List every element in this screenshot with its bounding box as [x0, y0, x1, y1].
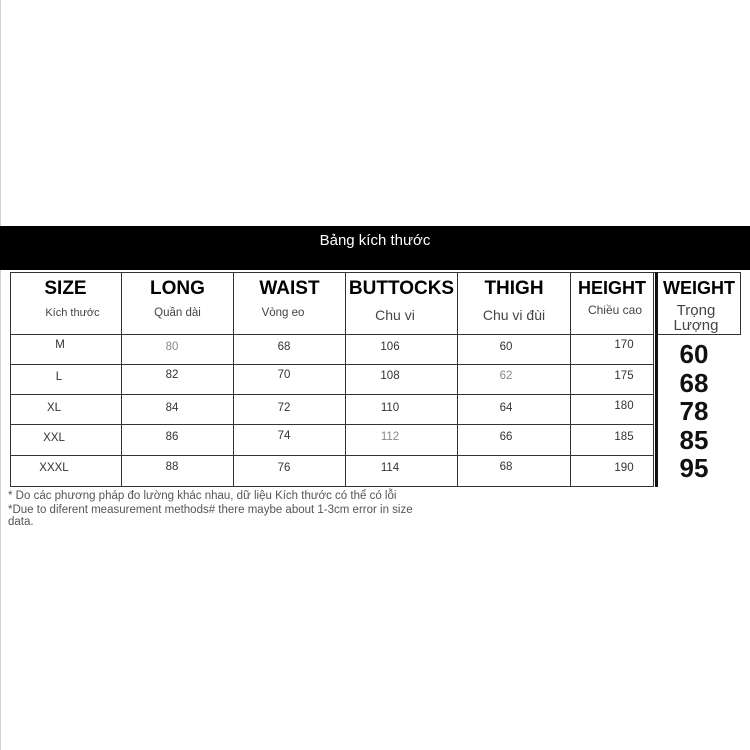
- subheader-waist: Vòng eo: [261, 307, 305, 319]
- row-separator: [10, 424, 654, 425]
- table-cell: 80: [165, 341, 179, 353]
- weight-value: 78: [679, 396, 709, 426]
- table-cell: 110: [380, 402, 400, 414]
- table-cell: 88: [165, 461, 179, 473]
- table-cell: 190: [614, 462, 634, 474]
- note-english: *Due to diferent measurement methods# there maybe about 1-3cm error in size: [8, 504, 413, 516]
- subheader-size: Kích thước: [45, 307, 100, 319]
- table-cell: 70: [277, 369, 291, 381]
- weight-value: 60: [679, 339, 709, 369]
- header-height: HEIGHT: [577, 278, 646, 298]
- table-cell: L: [55, 371, 63, 383]
- header-separator: [10, 334, 654, 335]
- weight-value: 68: [679, 368, 709, 398]
- table-cell: 170: [614, 339, 634, 351]
- table-cell: 60: [499, 341, 513, 353]
- table-cell: 62: [499, 370, 513, 382]
- table-cell: 185: [614, 431, 634, 443]
- table-cell: 68: [277, 341, 291, 353]
- table-cell: 64: [499, 402, 513, 414]
- row-separator: [10, 394, 654, 395]
- table-cell: 114: [380, 462, 400, 474]
- table-cell: 112: [380, 431, 400, 443]
- table-cell: 175: [614, 370, 634, 382]
- table-cell: XXL: [43, 432, 65, 444]
- weight-header-separator: [657, 334, 741, 335]
- table-cell: 68: [499, 461, 513, 473]
- table-border-bottom: [10, 486, 654, 487]
- table-cell: 180: [614, 400, 634, 412]
- table-cell: M: [55, 339, 65, 351]
- table-cell: 84: [165, 402, 179, 414]
- weight-value: 85: [679, 425, 709, 455]
- header-size: SIZE: [44, 278, 87, 299]
- header-thigh: THIGH: [484, 278, 544, 299]
- note-vietnamese: * Do các phương pháp đo lường khác nhau, dữ liệu Kích thước có thể có lỗi: [8, 490, 397, 502]
- size-chart-title: Bảng kích thước: [319, 232, 431, 249]
- weight-value: 95: [679, 453, 709, 483]
- subheader-long: Quần dài: [154, 307, 201, 319]
- header-waist: WAIST: [259, 278, 320, 299]
- note-english-continued: data.: [8, 516, 34, 528]
- left-edge-line: [0, 0, 1, 750]
- header-buttocks: BUTTOCKS: [348, 278, 455, 299]
- table-cell: XL: [46, 402, 62, 414]
- row-separator: [10, 364, 654, 365]
- row-separator: [10, 455, 654, 456]
- subheader-thigh: Chu vi đùi: [482, 307, 546, 323]
- subheader-height: Chiều cao: [587, 303, 643, 317]
- subheader-buttocks: Chu vi: [375, 307, 415, 323]
- size-chart-table: [10, 272, 741, 488]
- table-cell: 72: [277, 402, 291, 414]
- table-cell: 106: [380, 341, 400, 353]
- table-cell: 82: [165, 369, 179, 381]
- subheader-weight: Trọng Lượng: [673, 302, 719, 334]
- table-cell: 66: [499, 431, 513, 443]
- table-cell: XXXL: [39, 462, 69, 474]
- table-border-right: [740, 272, 741, 334]
- table-cell: 108: [380, 370, 400, 382]
- table-cell: 76: [277, 462, 291, 474]
- header-long: LONG: [150, 278, 205, 299]
- header-weight: WEIGHT: [663, 278, 735, 298]
- table-border-top: [10, 272, 741, 273]
- table-cell: 74: [277, 430, 291, 442]
- table-cell: 86: [165, 431, 179, 443]
